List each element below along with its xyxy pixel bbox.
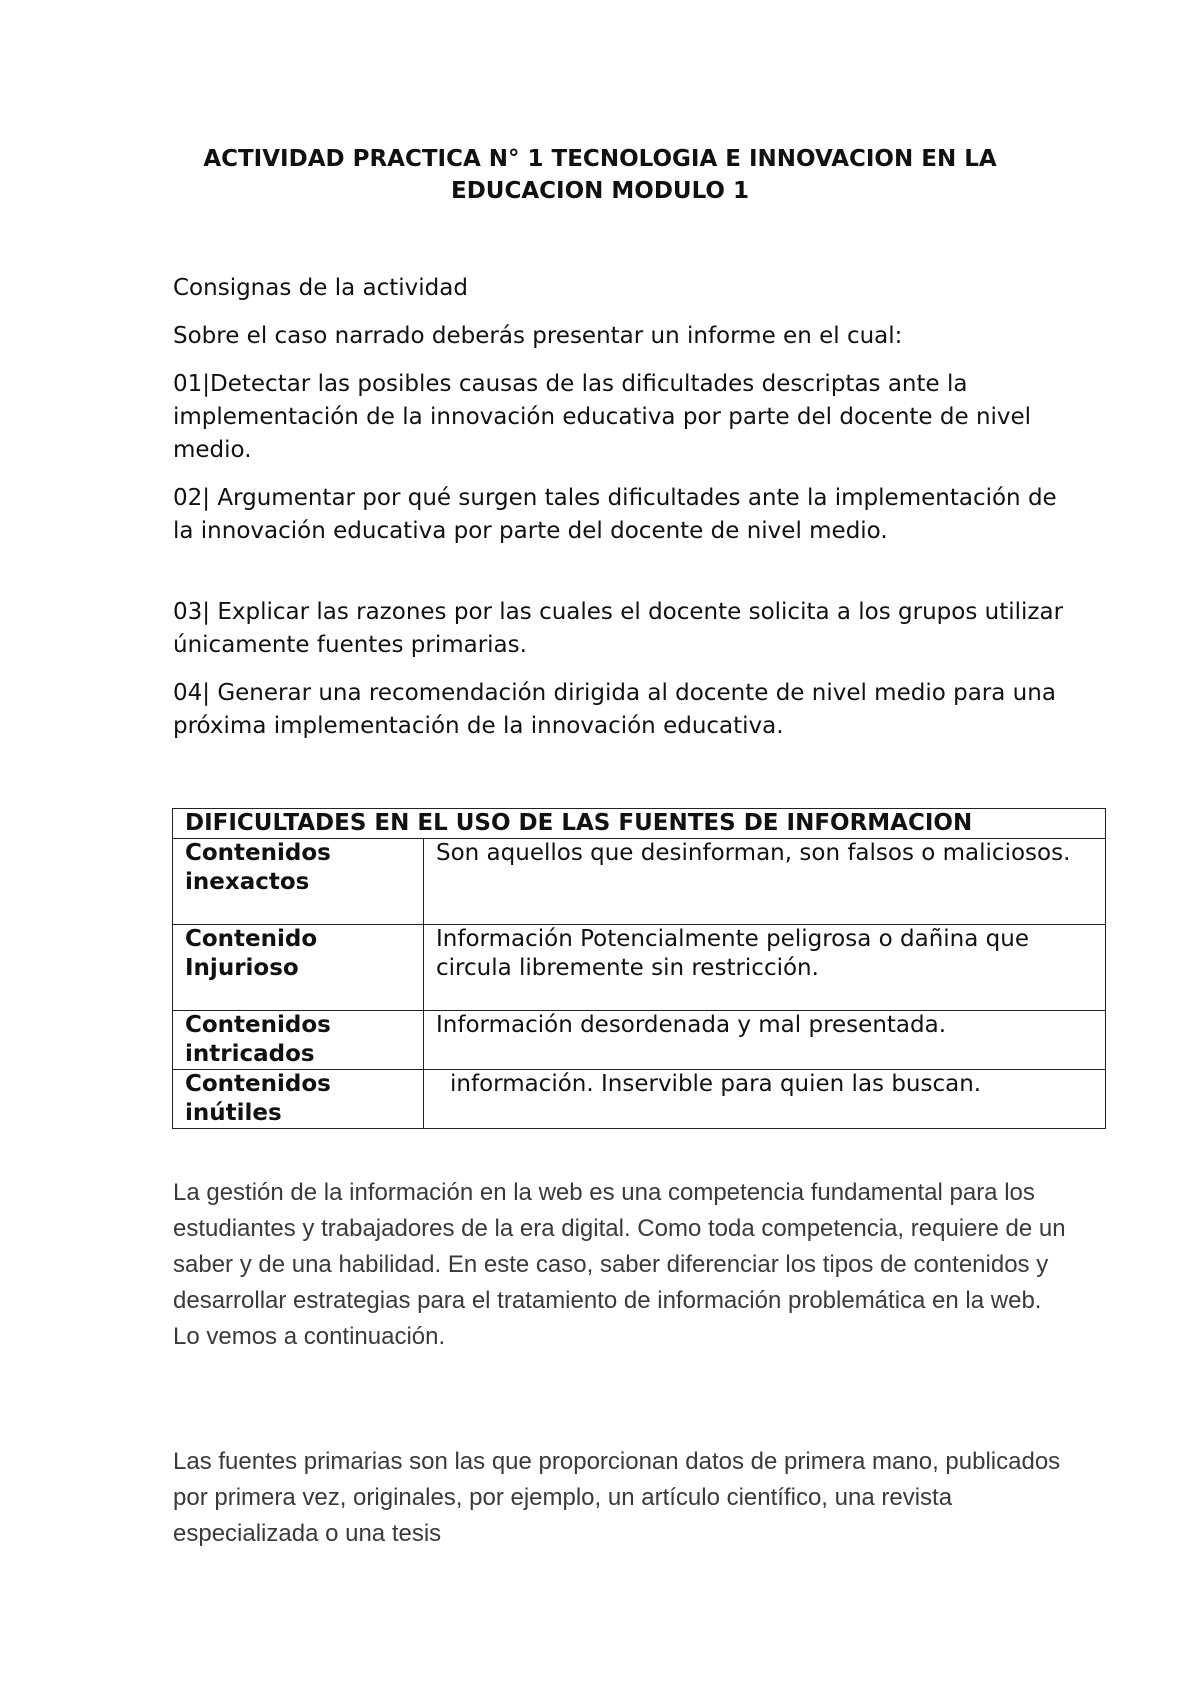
table-row [173,1011,1106,1070]
instruction-item-04: 04| Generar una recomendación dirigida al docente de nivel medio para una próxima implementación de la innovación educativa. [173,680,1056,739]
row-description-text: información. Inservible para quien las buscan. [450,1071,982,1097]
intro-text: Sobre el caso narrado deberás presentar un informe en el cual: [173,323,903,349]
row-description: Son aquellos que desinforman, son falsos o maliciosos. [424,839,1106,925]
table-row [173,1070,1106,1129]
row-label: Contenidos intricados [173,1011,424,1070]
table-row [173,925,1106,1011]
paragraph-information-management: La gestión de la información en la web es una competencia fundamental para los estudiantes y trabajadores de la era digital. Como toda competencia, requiere de un saber y de una habilidad. En este caso, saber diferenciar los tipos de contenidos y desarrollar estrategias para el tratamiento de información problemática en la web. Lo vemos a continuación. [173,1179,1066,1350]
difficulties-table [172,808,1106,1129]
row-label: Contenidos inexactos [173,839,424,925]
consignas-heading: Consignas de la actividad [173,275,468,301]
instruction-item-01: 01|Detectar las posibles causas de las dificultades descriptas ante la implementación de la innovación educativa por parte del docente de nivel medio. [173,371,1032,463]
row-description: Información Potencialmente peligrosa o dañina que circula libremente sin restricción. [424,925,1106,1011]
paragraph-primary-sources: Las fuentes primarias son las que proporcionan datos de primera mano, publicados por primera vez, originales, por ejemplo, un artículo científico, una revista especializada o una tesis [173,1448,1061,1547]
table-header: DIFICULTADES EN EL USO DE LAS FUENTES DE INFORMACION [173,809,1106,839]
document-title: ACTIVIDAD PRACTICA N° 1 TECNOLOGIA E INNOVACION EN LA EDUCACION MODULO 1 [203,146,997,204]
row-label: Contenidos inútiles [173,1070,424,1129]
row-label: Contenido Injurioso [173,925,424,1011]
table-row [173,839,1106,925]
instruction-item-03: 03| Explicar las razones por las cuales el docente solicita a los grupos utilizar únicamente fuentes primarias. [173,599,1064,658]
row-description [424,1070,1106,1129]
table-header-row [173,809,1106,839]
instruction-item-02: 02| Argumentar por qué surgen tales dificultades ante la implementación de la innovación educativa por parte del docente de nivel medio. [173,485,1057,544]
row-description: Información desordenada y mal presentada. [424,1011,1106,1070]
